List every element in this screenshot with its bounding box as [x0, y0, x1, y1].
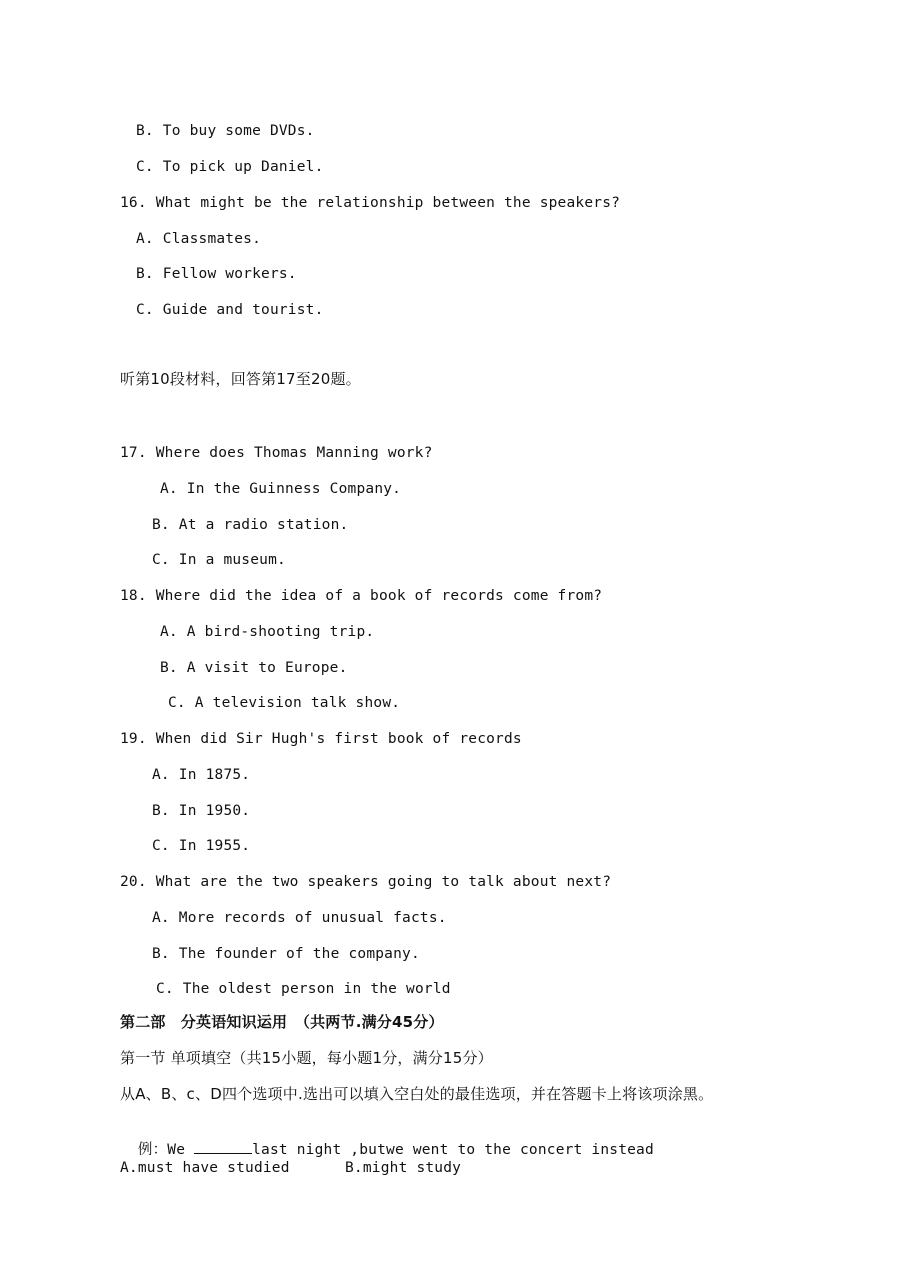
q20-option-b: B. The founder of the company. — [152, 946, 420, 962]
part2-instruction: 从A、B、c、D四个选项中.选出可以填入空白处的最佳选项，并在答题卡上将该项涂黑。 — [120, 1085, 714, 1103]
q18-question: 18. Where did the idea of a book of records come from? — [120, 588, 603, 604]
q18-option-a: A. A bird-shooting trip. — [160, 624, 375, 640]
q17-question: 17. Where does Thomas Manning work? — [120, 445, 433, 461]
q16-option-c: C. Guide and tourist. — [136, 302, 324, 318]
example-option-a: A.must have studied — [120, 1160, 290, 1176]
q19-option-a: A. In 1875. — [152, 767, 251, 783]
q20-question: 20. What are the two speakers going to talk about next? — [120, 874, 612, 890]
part2-heading: 第二部 分英语知识运用 （共两节.满分45分） — [120, 1013, 444, 1031]
q17-option-a: A. In the Guinness Company. — [160, 481, 402, 497]
example-sentence — [120, 1121, 654, 1159]
example-blank — [194, 1139, 252, 1154]
q17-option-c: C. In a museum. — [152, 552, 286, 568]
q19-option-b: B. In 1950. — [152, 803, 251, 819]
part2-section1-title: 第一节 单项填空（共15小题，每小题1分，满分15分） — [120, 1049, 493, 1067]
q20-option-a: A. More records of unusual facts. — [152, 910, 447, 926]
q19-question: 19. When did Sir Hugh's first book of records — [120, 731, 522, 747]
q16-question: 16. What might be the relationship between the speakers? — [120, 195, 621, 211]
q16-option-b: B. Fellow workers. — [136, 266, 297, 282]
q15-option-c: C. To pick up Daniel. — [136, 159, 324, 175]
example-suffix: last night ,butwe went to the concert instead — [252, 1142, 654, 1158]
q17-option-b: B. At a radio station. — [152, 517, 349, 533]
q19-option-c: C. In 1955. — [152, 838, 251, 854]
q16-option-a: A. Classmates. — [136, 231, 262, 247]
example-option-b: B.might study — [345, 1160, 462, 1176]
q20-option-c: C. The oldest person in the world — [156, 981, 451, 997]
section10-instruction: 听第10段材料，回答第17至20题。 — [120, 370, 361, 388]
q15-option-b: B. To buy some DVDs. — [136, 123, 315, 139]
q18-option-c: C. A television talk show. — [168, 695, 401, 711]
example-prefix: 例：We — [137, 1142, 195, 1158]
q18-option-b: B. A visit to Europe. — [160, 660, 348, 676]
